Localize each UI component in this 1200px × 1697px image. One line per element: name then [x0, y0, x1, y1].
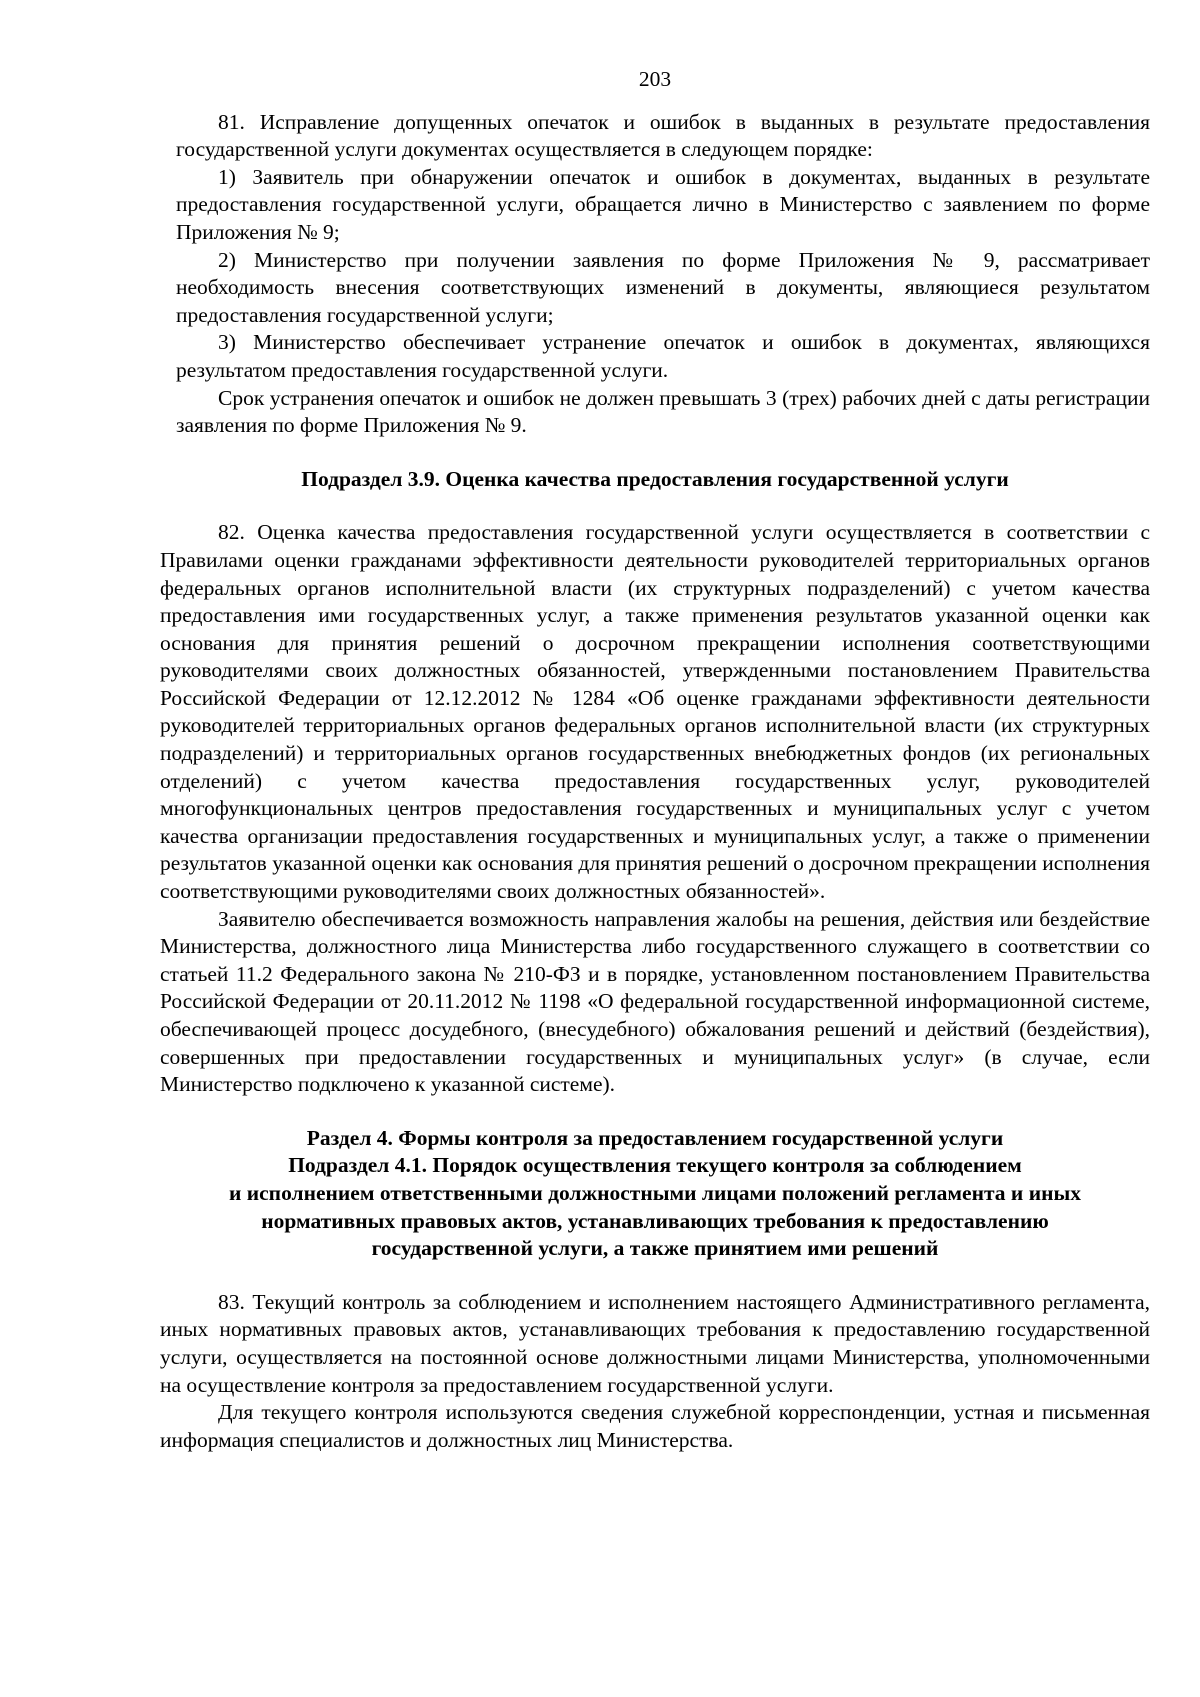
document-page [160, 66, 1150, 1454]
paragraph-81-term: Срок устранения опечаток и ошибок не должен превышать 3 (трех) рабочих дней с даты регистрации заявления по форме Приложения № 9. [176, 385, 1150, 438]
paragraph-82-complaint: Заявителю обеспечивается возможность направления жалобы на решения, действия или бездействие Министерства, должностного лица Министерства либо государственного служащего в соответствии со статьей 11.2 Федерального закона № 210-ФЗ и в порядке, установленном постановлением Правительства Российской Федерации от 20.11.2012 № 1198 «О федеральной государственной информационной системе, обеспечивающей процесс досудебного, (внесудебного) обжалования решений и действий (бездействия), совершенных при предоставлении государственных и муниципальных услуг» (в случае, если Министерство подключено к указанной системе). [160, 906, 1150, 1097]
paragraph-83-info: Для текущего контроля используются сведения служебной корреспонденции, устная и письменная информация специалистов и должностных лиц Министерства. [160, 1400, 1150, 1452]
paragraph-81: 81. Исправление допущенных опечаток и ошибок в выданных в результате предоставления государственной услуги документах осуществляется в следующем порядке: [176, 109, 1150, 162]
paragraph-81-item-1: 1) Заявитель при обнаружении опечаток и ошибок в документах, выданных в результате предоставления государственной услуги, обращается лично в Министерство с заявлением по форме Приложения № 9; [176, 164, 1150, 244]
page-number: 203 [638, 67, 672, 91]
heading-subsection-4-1-line-4: государственной услуги, а также принятием ими решений [371, 1236, 939, 1261]
paragraph-81-item-2: 2) Министерство при получении заявления по форме Приложения № 9, рассматривает необходимость внесения соответствующих изменений в документы, являющиеся результатом предоставления государственной услуги; [176, 247, 1150, 327]
heading-subsection-4-1-line-3: нормативных правовых актов, устанавливающих требования к предоставлению [261, 1208, 1049, 1233]
heading-subsection-4-1-line-2: и исполнением ответственными должностными лицами положений регламента и иных [228, 1180, 1082, 1205]
heading-subsection-3-9: Подраздел 3.9. Оценка качества предоставления государственной услуги [301, 466, 1009, 491]
paragraph-83: 83. Текущий контроль за соблюдением и исполнением настоящего Административного регламента, иных нормативных правовых актов, устанавливающих требования к предоставлению государственной услуги, осуществляется на постоянной основе должностными лицами Министерства, уполномоченными на осуществление контроля за предоставлением государственной услуги. [160, 1289, 1150, 1397]
paragraph-82: 82. Оценка качества предоставления государственной услуги осуществляется в соответствии с Правилами оценки гражданами эффективности деятельности руководителей территориальных органов федеральных органов исполнительной власти (их структурных подразделений) с учетом качества предоставления ими государственных услуг, а также применения результатов указанной оценки как основания для принятия решений о досрочном прекращении исполнения соответствующими руководителями своих должностных обязанностей, утвержденными постановлением Правительства Российской Федерации от 12.12.2012 № 1284 «Об оценке гражданами эффективности деятельности руководителей территориальных органов федеральных органов исполнительной власти (их структурных подразделений) и территориальных органов государственных внебюджетных фондов (их региональных отделений) с учетом качества предоставления государственных услуг, руководителей многофункциональных центров предоставления государственных и муниципальных услуг с учетом качества организации предоставления государственных и муниципальных услуг, а также о применении результатов указанной оценки как основания для принятия решений о досрочном прекращении исполнения соответствующими руководителями своих должностных обязанностей». [160, 520, 1150, 904]
heading-subsection-4-1-line-1: Подраздел 4.1. Порядок осуществления текущего контроля за соблюдением [288, 1153, 1022, 1178]
paragraph-81-item-3: 3) Министерство обеспечивает устранение опечаток и ошибок в документах, являющихся результатом предоставления государственной услуги. [176, 330, 1150, 382]
heading-section-4: Раздел 4. Формы контроля за предоставлением государственной услуги [306, 1125, 1004, 1150]
